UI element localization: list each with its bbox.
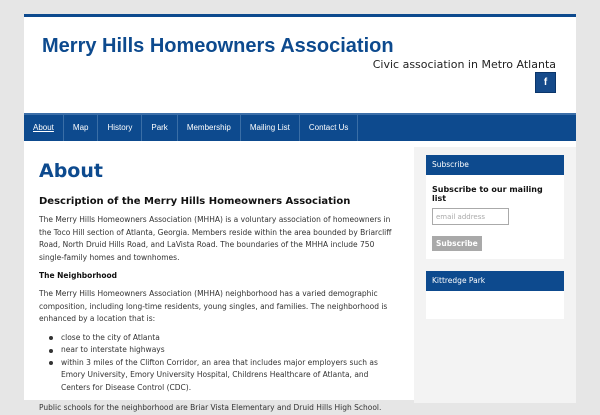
location-list [39, 332, 399, 395]
nav-item-map[interactable]: Map [64, 115, 99, 141]
list-item [39, 332, 399, 345]
bullet-icon [49, 336, 53, 340]
nav-item-park[interactable]: Park [142, 115, 177, 141]
site-title[interactable]: Merry Hills Homeowners Association [42, 35, 394, 57]
main-content [24, 147, 414, 412]
facebook-icon[interactable] [535, 72, 556, 93]
main-nav [24, 113, 576, 141]
park-widget-body [426, 291, 564, 319]
page-container [24, 14, 576, 412]
bullet-icon [49, 361, 53, 365]
list-item [39, 344, 399, 357]
page-title: About [39, 160, 103, 182]
nav-item-contact-us[interactable]: Contact Us [300, 115, 359, 141]
list-item-text: within 3 miles of the Clifton Corridor, an area that includes major employers such as Emory University, Emory University Hospital, Childrens Healthcare of Atlanta, and Centers for Disease Control (CDC). [61, 357, 378, 392]
site-header [24, 17, 576, 113]
email-input[interactable] [432, 208, 509, 225]
subscribe-heading: Subscribe to our mailing list [432, 185, 543, 203]
neighborhood-heading: The Neighborhood [39, 271, 118, 280]
nav-item-mailing-list[interactable]: Mailing List [241, 115, 300, 141]
park-widget [426, 271, 564, 319]
sidebar [414, 147, 576, 403]
subscribe-button[interactable]: Subscribe [432, 236, 482, 251]
nav-item-history[interactable]: History [98, 115, 142, 141]
site-tagline: Civic association in Metro Atlanta [372, 58, 556, 71]
intro-paragraph: The Merry Hills Homeowners Association (MHHA) is a voluntary association of homeowners in the Toco Hill section of Atlanta, Georgia. Members reside within the area bounded by Briarcliff Road, North Druid Hills Road, and LaVista Road. The boundaries of the MHHA include 750 single-family homes and townhomes. [39, 215, 392, 262]
subscribe-widget-body [426, 175, 564, 259]
list-item-text: close to the city of Atlanta [61, 332, 160, 342]
park-widget-title: Kittredge Park [426, 271, 564, 291]
schools-paragraph: Public schools for the neighborhood are Briar Vista Elementary and Druid Hills High School. [39, 403, 382, 412]
subscribe-widget-title: Subscribe [426, 155, 564, 175]
nav-item-about[interactable]: About [24, 115, 64, 141]
list-item [39, 357, 399, 395]
list-item-text: near to interstate highways [61, 345, 165, 354]
bullet-icon [49, 349, 53, 353]
subscribe-widget [426, 155, 564, 259]
nav-item-membership[interactable]: Membership [178, 115, 241, 141]
neighborhood-paragraph: The Merry Hills Homeowners Association (MHHA) neighborhood has a varied demographic composition, including long-time residents, young singles, and families. The neighborhood is enhanced by a location that is: [39, 289, 388, 323]
facebook-icon-label: f [543, 77, 548, 88]
section-heading: Description of the Merry Hills Homeowners Association [39, 196, 351, 207]
